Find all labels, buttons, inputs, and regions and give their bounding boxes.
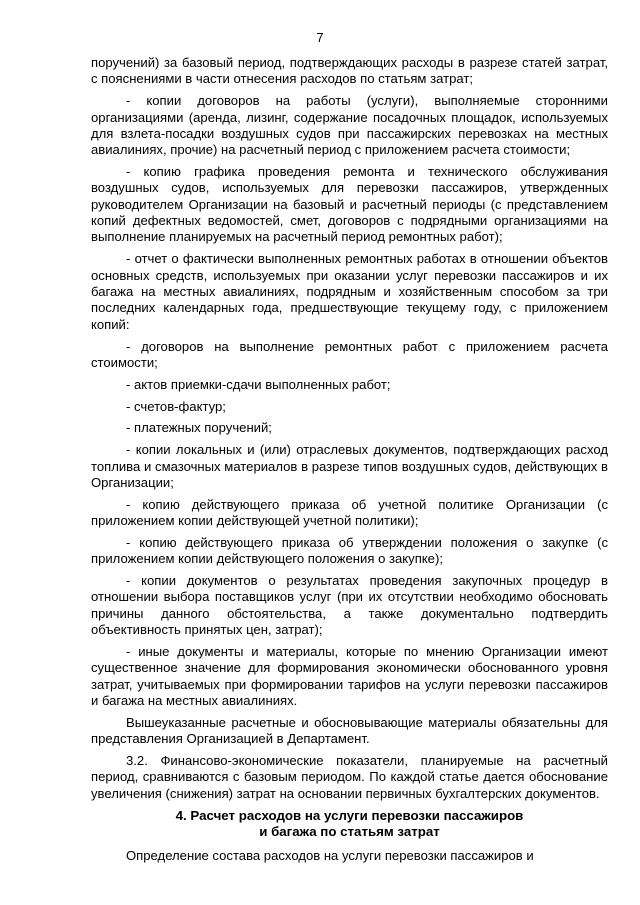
section-heading-line-2: и багажа по статьям затрат bbox=[259, 824, 440, 840]
list-item-payment-orders: - платежных поручений; bbox=[126, 420, 272, 436]
list-item-contracts: - копии договоров на работы (услуги), выполняемые сторонними организациями (аренда, лизинг, содержание посадочных площадок, используемых для взлета-посадки воздушных судов при пассажирских перевозках на местных авиалиниях, прочие) на расчетный период с приложением расчета стоимости; bbox=[91, 93, 608, 158]
list-item-repair-schedule: - копию графика проведения ремонта и технического обслуживания воздушных судов, используемых для перевозки пассажиров, утвержденных руководителем Организации на базовый и расчетный периоды (с представлением копий дефектных ведомостей, смет, договоров с подрядными организациями на выполнение планируемых на расчетный период ремонтных работ); bbox=[91, 164, 608, 245]
page-number: 7 bbox=[316, 30, 324, 45]
section-heading-line-1: 4. Расчет расходов на услуги перевозки пассажиров bbox=[175, 807, 524, 823]
paragraph-section-4-start: Определение состава расходов на услуги перевозки пассажиров и bbox=[126, 847, 534, 863]
list-item-procurement-regulation: - копию действующего приказа об утверждении положения о закупке (с приложением копии действующего положения о закупке); bbox=[91, 534, 608, 567]
paragraph-mandatory-materials: Вышеуказанные расчетные и обосновывающие материалы обязательны для представления Организацией в Департамент. bbox=[91, 714, 608, 747]
list-item-repair-report: - отчет о фактически выполненных ремонтных работах в отношении объектов основных средств, используемых при оказании услуг перевозки пассажиров и их багажа на местных авиалиниях, подрядным и хозяйственным способом за три последних календарных года, предшествующие текущему году, с приложением копий: bbox=[91, 251, 608, 332]
paragraph-continuation: поручений) за базовый период, подтверждающих расходы в разрезе статей затрат, с пояснениями в части отнесения расходов по статьям затрат; bbox=[91, 55, 608, 87]
list-item-other-documents: - иные документы и материалы, которые по мнению Организации имеют существенное значение для формирования экономически обоснованного уровня затрат, учитываемых при формировании тарифов на услуги перевозки пассажиров и багажа на местных авиалиниях. bbox=[91, 644, 608, 709]
list-item-repair-contracts: - договоров на выполнение ремонтных работ с приложением расчета стоимости; bbox=[91, 338, 608, 370]
list-item-accounting-policy: - копию действующего приказа об учетной политике Организации (с приложением копии действующей учетной политики); bbox=[91, 496, 608, 529]
list-item-fuel-documents: - копии локальных и (или) отраслевых документов, подтверждающих расход топлива и смазочных материалов в разрезе типов воздушных судов, действующих в Организации; bbox=[91, 442, 608, 490]
document-body bbox=[91, 55, 608, 869]
list-item-procurement-results: - копии документов о результатах проведения закупочных процедур в отношении выбора поставщиков услуг (при их отсутствии необходимо обосновать причины данного обстоятельства, а также документально подтвердить объективность принятых цен, затрат); bbox=[91, 573, 608, 638]
list-item-invoices: - счетов-фактур; bbox=[126, 398, 226, 414]
section-heading bbox=[91, 808, 608, 841]
paragraph-3-2: 3.2. Финансово-экономические показатели, планируемые на расчетный период, сравниваются с базовым периодом. По каждой статье дается обоснование увеличения (снижения) затрат на основании первичных бухгалтерских документов. bbox=[91, 753, 608, 801]
list-item-acceptance-acts: - актов приемки-сдачи выполненных работ; bbox=[126, 376, 391, 392]
